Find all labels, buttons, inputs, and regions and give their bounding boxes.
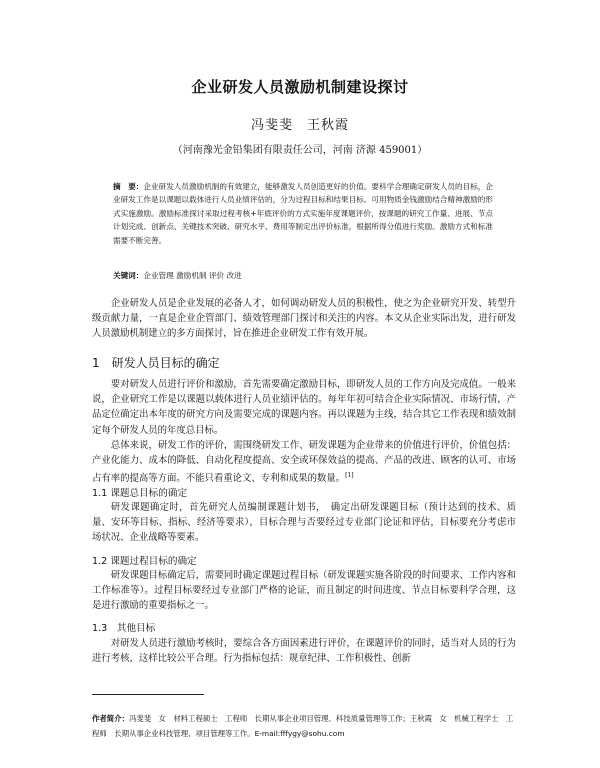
- section-1-paragraph-2-text: 总体来说，研发工作的评价，需围绕研发工作、研发课题为企业带来的价值进行评价，价值包括：产业化能力、成本的降低、自动化程度提高、安全或环保效益的提高、产品的改进、顾客的认可、市场占有率的提高等方面。不能只看重论文、专利和成果的数量。: [92, 440, 516, 485]
- footnote-divider: [92, 694, 204, 695]
- abstract: [113, 180, 493, 247]
- paper-title: 企业研发人员激励机制建设探讨: [191, 78, 409, 96]
- paper-affiliation: （河南豫光金铅集团有限责任公司，河南 济源 459001）: [172, 145, 428, 156]
- section-1-3-paragraph: 对研发人员进行激励考核时，要综合各方面因素进行评价，在课题评价的同时，适当对人员的行为进行考核，这样比较公平合理。行为指标包括：规章纪律、工作积极性、创新: [92, 638, 516, 665]
- citation-ref: [1]: [345, 472, 354, 480]
- section-1-1-paragraph: 研发课题确定时，首先研究人员编制课题计划书， 确定出研发课题目标（预计达到的技术、质量、安环等目标、指标、经济等要求），目标合理与否要经过专业部门论证和评估，目标要充分考虑市场状况、企业战略等要素。: [92, 502, 516, 544]
- keywords-label: 关键词：: [113, 271, 144, 280]
- footnote-text: 冯斐斐 女 材料工程硕士 工程师 长期从事企业项目管理、科技质量管理等工作；王秋霞 女 机械工程学士 工程师 长期从事企业科技管理、项目管理等工作。E-mail:fffygy@sohu.com: [92, 714, 514, 738]
- abstract-label: 摘 要：: [113, 182, 144, 191]
- section-1-paragraph-1: 要对研发人员进行评价和激励，首先需要确定激励目标，即研发人员的工作方向及完成值。一般来说，企业研究工作是以课题以载体进行人员业绩评估的。每年年初可结合企业实际情况、市场行情，产品定位确定出本年度的研究方向及需要完成的课题内容。再以课题为主线，结合其它工作表现和绩效制定每个研发人员的年度总目标。: [92, 379, 516, 436]
- author-footnote: [92, 711, 520, 741]
- section-1-3-heading: 1.3 其他目标: [92, 623, 156, 634]
- keywords-text: 企业管理 激励机制 评价 改进: [143, 271, 242, 280]
- keywords: [113, 270, 493, 282]
- section-1-1-heading: 1.1 课题总目标的确定: [92, 488, 188, 499]
- intro-paragraph: 企业研发人员是企业发展的必备人才，如何调动研发人员的积极性，使之为企业研究开发、转型升级贡献力量，一直是企业企管部门、绩效管理部门探讨和关注的内容。本文从企业实际出发，进行研发人员激励机制建立的多方面探讨，旨在推进企业研发工作有效开展。: [92, 298, 516, 340]
- footnote-label: 作者简介：: [92, 714, 129, 723]
- paper-authors: 冯斐斐 王秋霞: [250, 118, 349, 133]
- section-1-heading: 1 研发人员目标的确定: [92, 356, 220, 370]
- section-1-2-paragraph: 研发课题目标确定后，需要同时确定课题过程目标（研发课题实施各阶段的时间要求、工作内容和工作标准等）。过程目标要经过专业部门严格的论证，而且制定的时间进度、节点目标要科学合理，这是进行激励的重要指标之一。: [92, 570, 516, 612]
- section-1-2-heading: 1.2 课题过程目标的确定: [92, 556, 197, 567]
- section-1-paragraph-2: [92, 438, 516, 487]
- abstract-text: 企业研发人员激励机制的有效建立，能够激发人员创造更好的价值。要科学合理确定研发人员的目标，企业研发工作是以课题以载体进行人员业绩评估的，分为过程目标和结果目标。可用物质金钱激励结合精神激励的形式实施激励。激励标准探讨采取过程考核+年底评价的方式实施年度课题评价，按课题的研究工作量、进展、节点计划完成、创新点、关键技术突破、研究水平、费用等制定出评价标准，根据所得分值进行奖励。激励方式和标准需要不断完善。: [113, 182, 494, 245]
